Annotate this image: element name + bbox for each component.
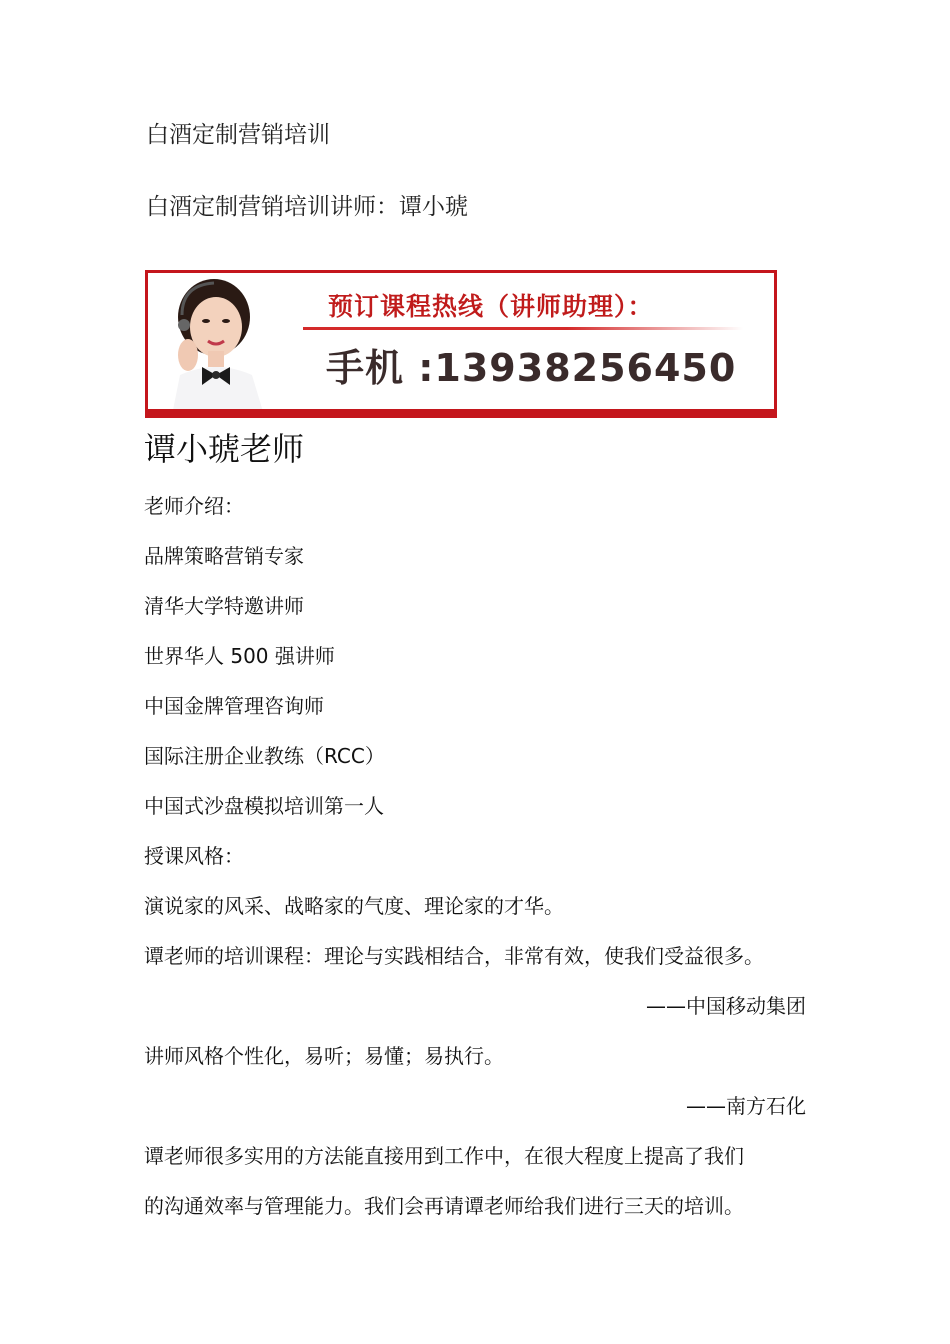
testimonial-text: 讲师风格个性化，易听；易懂；易执行。 <box>144 1044 504 1068</box>
style-text: 演说家的风采、战略家的气度、理论家的才华。 <box>144 894 564 918</box>
testimonial-source: ——南方石化 <box>686 1094 806 1118</box>
hotline-banner <box>145 270 777 418</box>
teacher-name-heading: 谭小琥老师 <box>144 430 305 468</box>
assistant-photo <box>152 275 282 415</box>
testimonial-text-line: 谭老师很多实用的方法能直接用到工作中，在很大程度上提高了我们 <box>144 1144 744 1168</box>
teacher-title-item: 中国式沙盘模拟培训第一人 <box>144 794 384 818</box>
teacher-title-item: 清华大学特邀讲师 <box>144 594 304 618</box>
hotline-label: 预订课程热线（讲师助理）： <box>328 292 654 321</box>
testimonial-source: ——中国移动集团 <box>646 994 806 1018</box>
testimonial-text-line: 的沟通效率与管理能力。我们会再请谭老师给我们进行三天的培训。 <box>144 1194 744 1218</box>
hotline-phone: 手机 :13938256450 <box>326 346 737 390</box>
document-title: 白酒定制营销培训 <box>146 122 330 148</box>
banner-bottom-bar <box>148 409 774 415</box>
document-subtitle: 白酒定制营销培训讲师：谭小琥 <box>146 194 468 220</box>
intro-label: 老师介绍： <box>144 494 244 518</box>
banner-divider <box>303 327 743 330</box>
testimonial-text: 谭老师的培训课程：理论与实践相结合，非常有效，使我们受益很多。 <box>144 944 764 968</box>
teacher-title-item: 世界华人 500 强讲师 <box>144 644 335 668</box>
teacher-title-item: 国际注册企业教练（RCC） <box>144 744 385 768</box>
teacher-title-item: 品牌策略营销专家 <box>144 544 304 568</box>
teacher-title-item: 中国金牌管理咨询师 <box>144 694 324 718</box>
style-label: 授课风格： <box>144 844 244 868</box>
